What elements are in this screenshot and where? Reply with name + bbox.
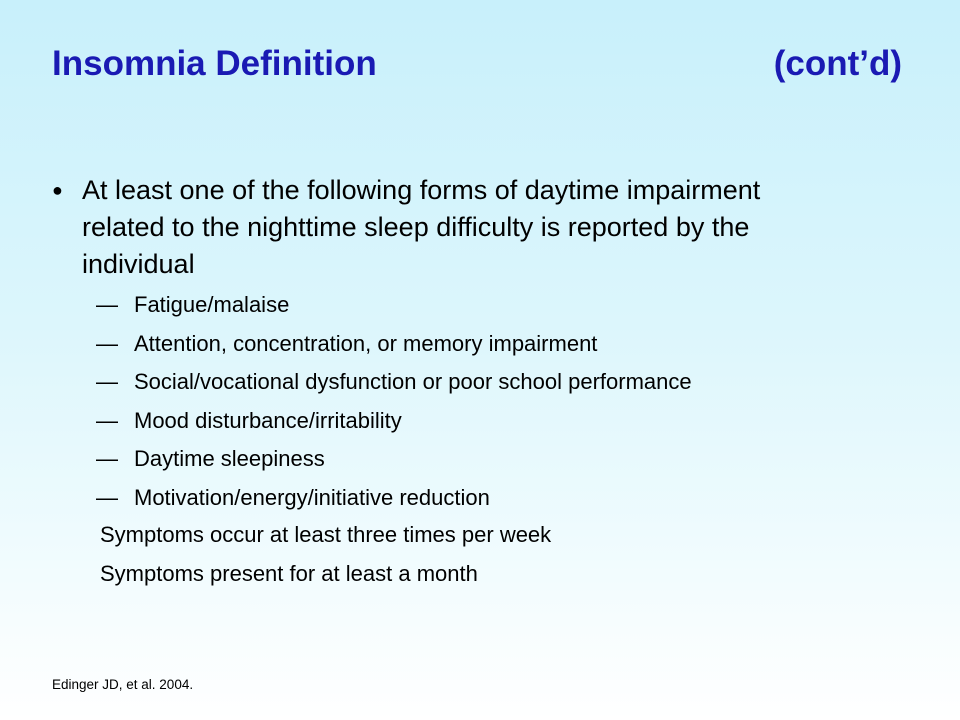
list-item-text: Mood disturbance/irritability — [134, 407, 402, 433]
list-item-text: Daytime sleepiness — [134, 446, 325, 472]
symptom-criteria — [100, 515, 900, 593]
dash-icon: — — [96, 446, 118, 472]
list-item — [96, 402, 896, 441]
dash-icon: — — [96, 407, 118, 433]
dash-icon: — — [96, 484, 118, 510]
criteria-duration: Symptoms present for at least a month — [100, 560, 478, 586]
list-item-text: Social/vocational dysfunction or poor school performance — [134, 369, 692, 395]
list-item — [96, 363, 896, 402]
title-continued: (cont’d) — [773, 44, 902, 83]
list-item — [96, 286, 896, 325]
criteria-frequency: Symptoms occur at least three times per week — [100, 521, 552, 547]
title-main: Insomnia Definition — [52, 44, 377, 83]
dash-icon: — — [96, 292, 118, 318]
dash-icon: — — [96, 330, 118, 356]
impairment-list — [96, 286, 896, 517]
list-item — [96, 325, 896, 364]
main-bullet — [52, 172, 912, 283]
list-item-text: Attention, concentration, or memory impairment — [134, 330, 598, 356]
bullet-dot-icon: ● — [52, 180, 63, 200]
dash-icon: — — [96, 369, 118, 395]
citation: Edinger JD, et al. 2004. — [52, 677, 194, 692]
list-item-text: Fatigue/malaise — [134, 292, 290, 318]
list-item — [96, 440, 896, 479]
list-item — [96, 479, 896, 518]
bullet-row — [52, 172, 912, 283]
list-item-text: Motivation/energy/initiative reduction — [134, 484, 490, 510]
bullet-text: At least one of the following forms of daytime impairment related to the nighttime sleep difficulty is reported by the individual — [82, 175, 761, 279]
slide-title — [52, 40, 902, 88]
